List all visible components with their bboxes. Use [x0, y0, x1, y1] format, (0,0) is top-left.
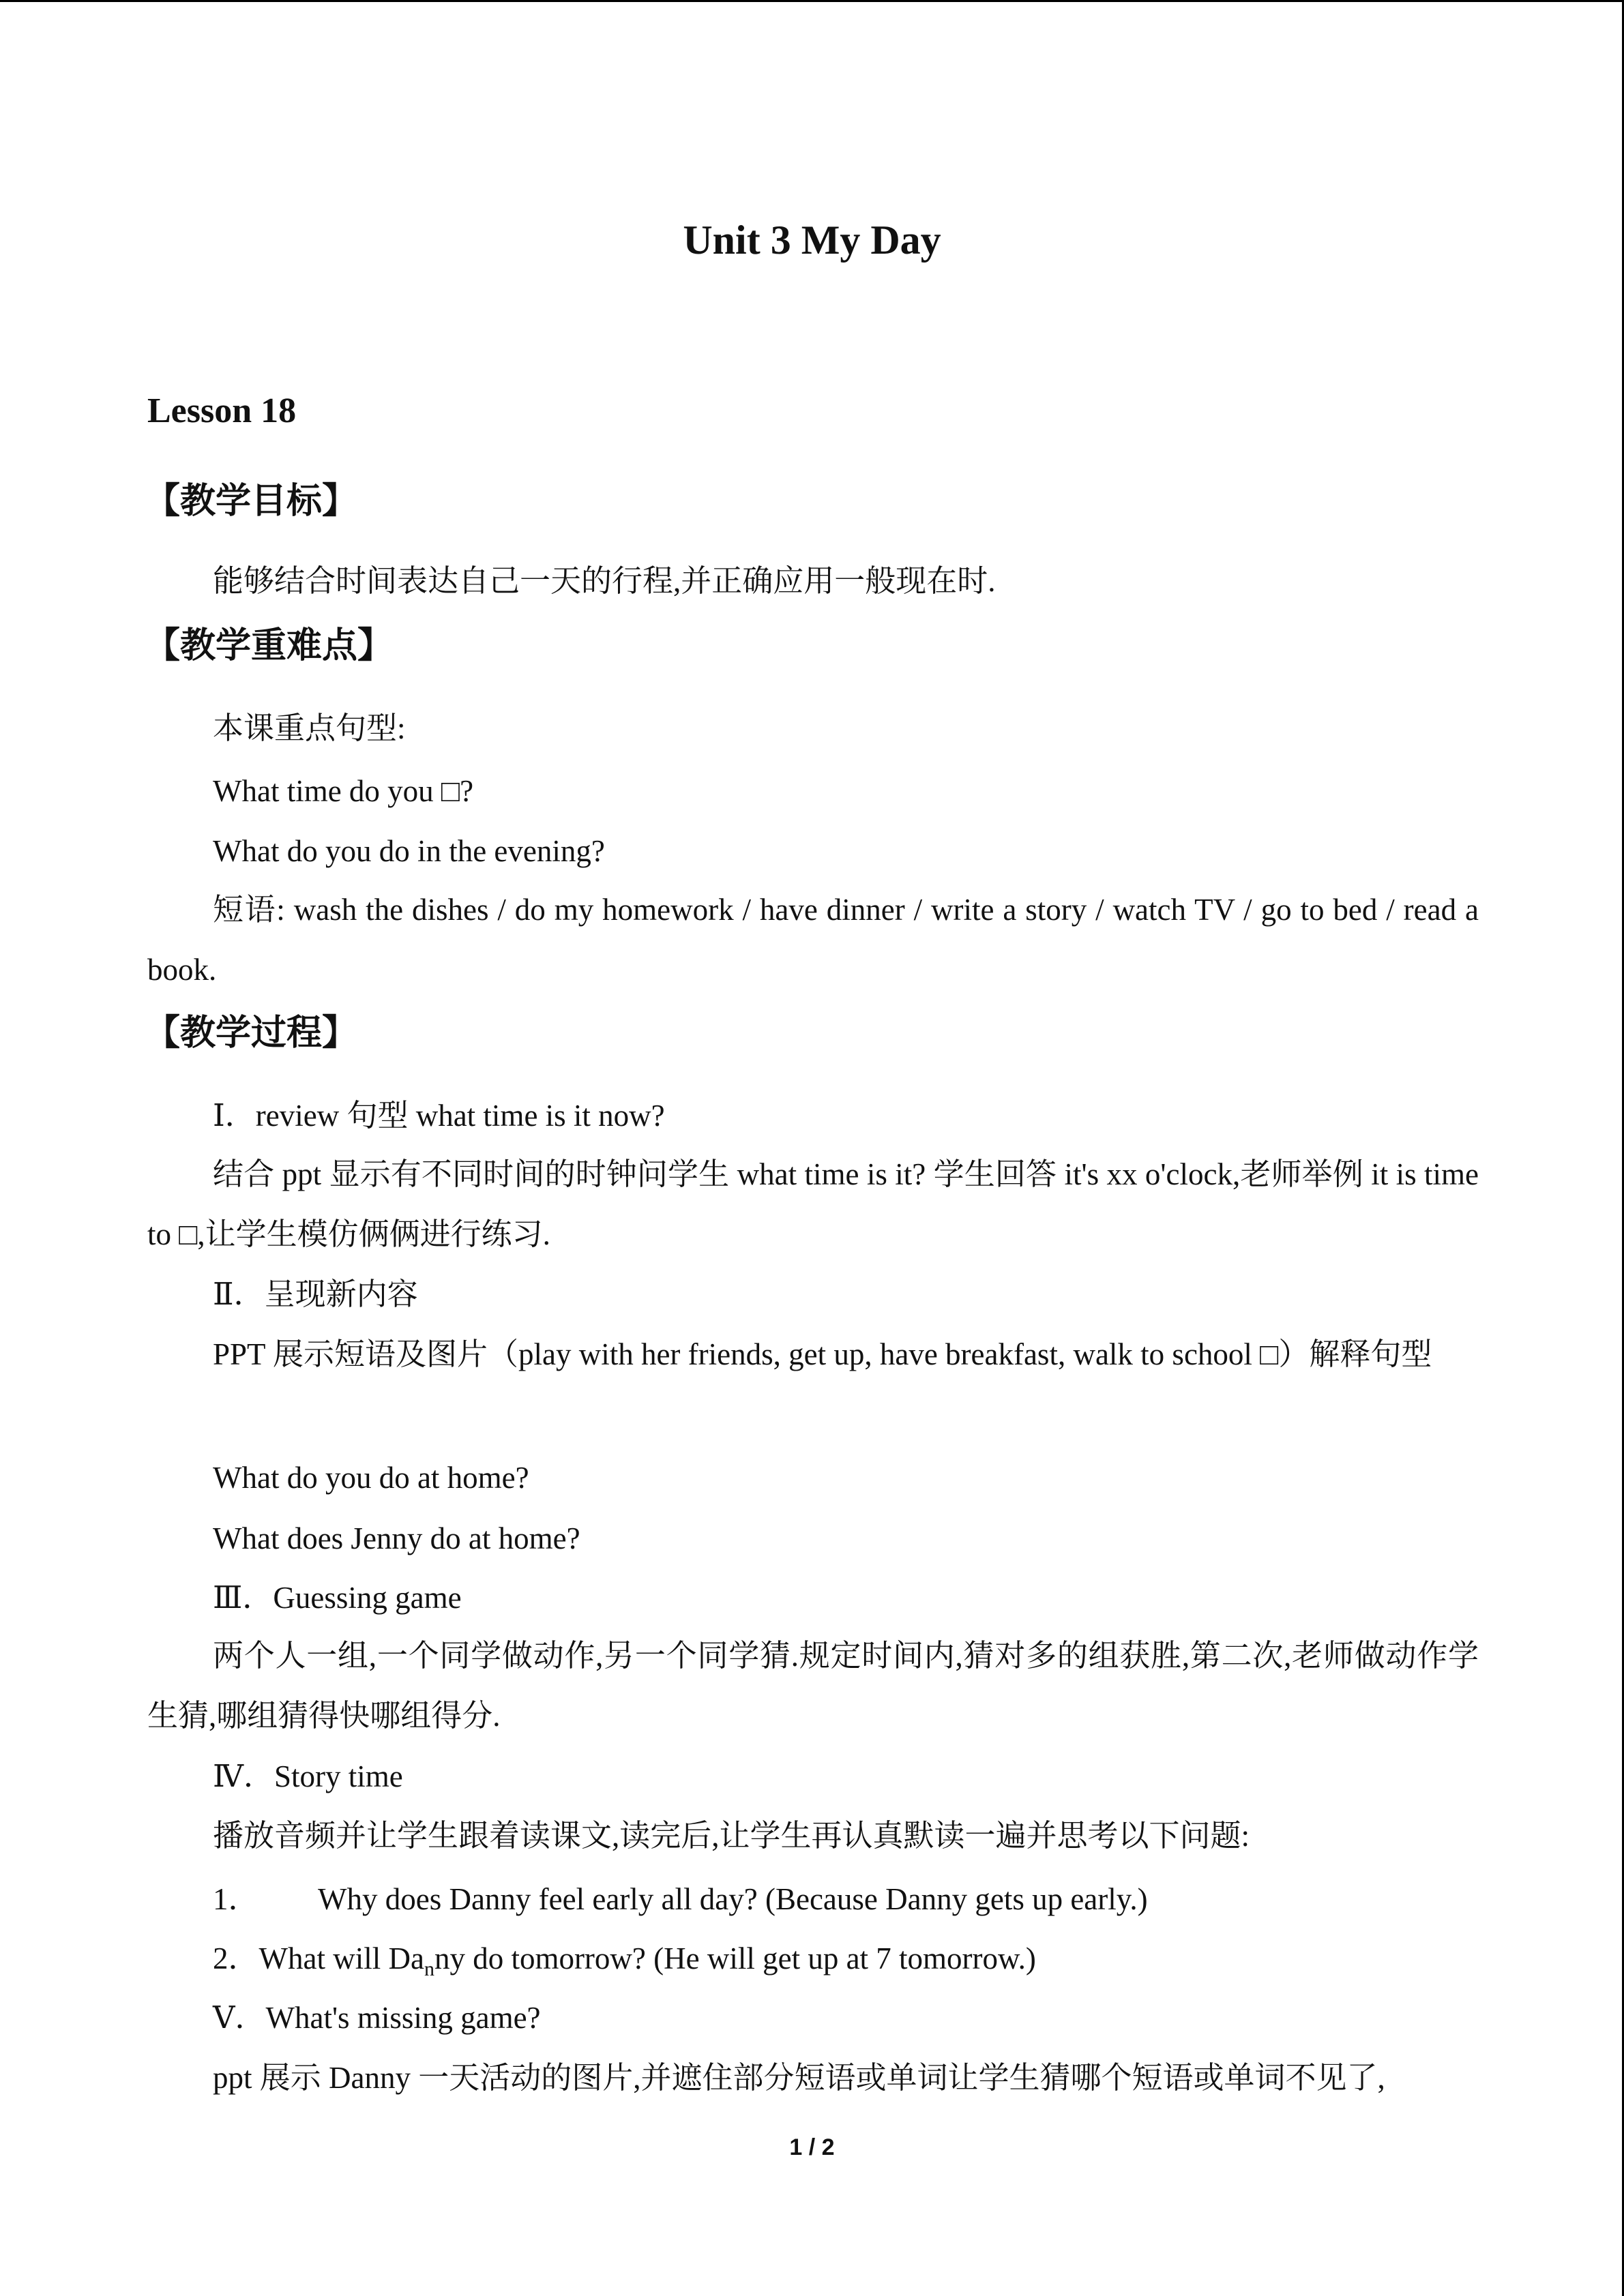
step-2-question-1: What do you do at home?	[213, 1461, 529, 1495]
key-sentence-1: What time do you □?	[213, 774, 474, 808]
step-5-title: Ⅴ．What's missing game?	[213, 2001, 541, 2035]
story-question-2-prefix: 2．What will Da	[213, 1941, 424, 1976]
story-question-1	[213, 1879, 1148, 1920]
objectives-heading: 【教学目标】	[145, 481, 358, 522]
step-1-text: 结合 ppt 显示有不同时间的时钟问学生 what time is it? 学生回答 it's xx o'clock,老师举例 it is time to □,让学生模仿俩俩进行练习.	[147, 1157, 1479, 1251]
story-question-2-suffix: ny do tomorrow? (He will get up at 7 tomorrow.)	[434, 1941, 1036, 1976]
lesson-heading: Lesson 18	[147, 391, 297, 430]
step-4-title: Ⅳ．Story time	[213, 1759, 403, 1793]
step-2-title: Ⅱ．呈现新内容	[213, 1277, 418, 1311]
step-3-title: Ⅲ．Guessing game	[213, 1581, 462, 1615]
page-border-top	[0, 0, 1624, 2]
step-4-text: 播放音频并让学生跟着读课文,读完后,让学生再认真默读一遍并思考以下问题:	[213, 1819, 1250, 1853]
key-phrases: 短语: wash the dishes / do my homework / have dinner / write a story / watch TV / go to bed / read a book.	[147, 893, 1479, 987]
step-2-text: PPT 展示短语及图片（play with her friends, get up, have breakfast, walk to school □）解释句型	[213, 1337, 1432, 1371]
story-question-2-subscript: n	[424, 1958, 434, 1980]
process-heading: 【教学过程】	[145, 1013, 358, 1054]
step-5-text: ppt 展示 Danny 一天活动的图片,并遮住部分短语或单词让学生猜哪个短语或单词不见了,	[213, 2061, 1385, 2095]
key-points-intro: 本课重点句型:	[213, 711, 406, 745]
step-1-title: Ⅰ．review 句型 what time is it now?	[213, 1099, 665, 1133]
story-question-1-number: 1．	[213, 1882, 259, 1916]
story-question-2	[213, 1938, 1036, 1990]
story-question-1-text: Why does Danny feel early all day? (Because Danny gets up early.)	[318, 1882, 1148, 1916]
key-points-heading: 【教学重难点】	[145, 625, 394, 666]
objectives-text: 能够结合时间表达自己一天的行程,并正确应用一般现在时.	[213, 564, 996, 598]
page-number: 1 / 2	[789, 2134, 835, 2160]
step-3-text: 两个人一组,一个同学做动作,另一个同学猜.规定时间内,猜对多的组获胜,第二次,老师做动作学生猜,哪组猜得快哪组得分.	[147, 1639, 1479, 1733]
step-2-question-2: What does Jenny do at home?	[213, 1521, 580, 1555]
document-title: Unit 3 My Day	[683, 218, 941, 263]
key-sentence-2: What do you do in the evening?	[213, 834, 605, 868]
